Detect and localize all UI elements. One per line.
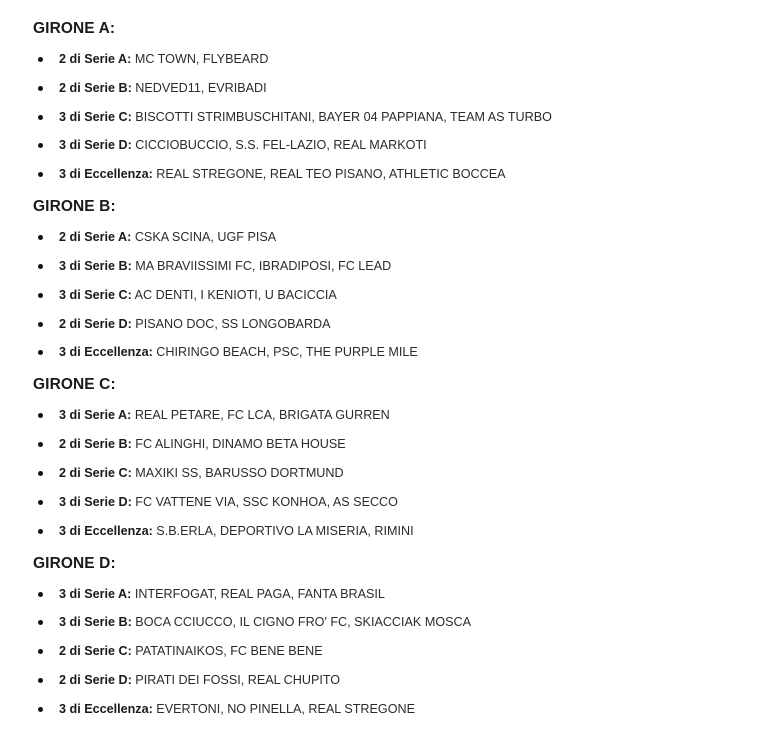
list-item (33, 699, 766, 719)
item-label: 2 di Serie B: (59, 80, 132, 95)
group-girone-a (33, 18, 766, 184)
list-item (33, 314, 766, 334)
item-label: 3 di Serie D: (59, 494, 132, 509)
bullet-icon (38, 264, 43, 269)
list-item (33, 584, 766, 604)
bullet-icon (38, 57, 43, 62)
item-teams: PISANO DOC, SS LONGOBARDA (135, 316, 331, 331)
item-teams: AC DENTI, I KENIOTI, U BACICCIA (134, 287, 337, 302)
group-list (33, 584, 766, 719)
list-item (33, 164, 766, 184)
item-teams: FC ALINGHI, DINAMO BETA HOUSE (135, 437, 346, 452)
list-item (33, 463, 766, 483)
list-item (33, 612, 766, 632)
list-item (33, 227, 766, 247)
group-girone-d (33, 553, 766, 719)
group-title: GIRONE D: (33, 554, 116, 572)
item-label: 3 di Serie B: (59, 258, 132, 273)
bullet-icon (38, 235, 43, 240)
item-teams: MC TOWN, FLYBEARD (134, 52, 269, 66)
item-label: 3 di Eccellenza: (59, 701, 153, 716)
list-item (33, 492, 766, 512)
list-item (33, 49, 766, 69)
bullet-icon (38, 172, 43, 177)
list-item (33, 78, 766, 98)
item-label: 3 di Eccellenza: (59, 345, 153, 360)
item-label: 3 di Eccellenza: (59, 167, 153, 182)
list-item (33, 256, 766, 276)
group-title: GIRONE C: (33, 376, 116, 394)
item-teams: CSKA SCINA, UGF PISA (134, 230, 277, 245)
item-teams: MA BRAVIISSIMI FC, IBRADIPOSI, FC LEAD (135, 258, 392, 273)
item-label: 3 di Serie D: (59, 138, 132, 153)
item-teams: REAL STREGONE, REAL TEO PISANO, ATHLETIC BOCCEA (156, 167, 506, 182)
item-teams: CICCIOBUCCIO, S.S. FEL-LAZIO, REAL MARKOTI (135, 138, 427, 153)
list-item (33, 405, 766, 425)
list-item (33, 107, 766, 127)
list-item (33, 285, 766, 305)
list-item (33, 521, 766, 541)
item-label: 2 di Serie D: (59, 316, 132, 331)
item-teams: BISCOTTI STRIMBUSCHITANI, BAYER 04 PAPPIANA, TEAM AS TURBO (135, 109, 552, 124)
bullet-icon (38, 529, 43, 534)
item-teams: NEDVED11, EVRIBADI (135, 80, 267, 95)
bullet-icon (38, 293, 43, 298)
group-title: GIRONE B: (33, 198, 116, 216)
item-teams: INTERFOGAT, REAL PAGA, FANTA BRASIL (134, 586, 385, 601)
item-label: 3 di Serie B: (59, 615, 132, 630)
item-teams: MAXIKI SS, BARUSSO DORTMUND (135, 465, 344, 480)
bullet-icon (38, 322, 43, 327)
item-label: 2 di Serie A: (59, 52, 132, 66)
group-title: GIRONE A: (33, 20, 116, 37)
item-label: 2 di Serie B: (59, 437, 132, 452)
item-label: 3 di Serie A: (59, 408, 132, 423)
list-item (33, 641, 766, 661)
item-teams: FC VATTENE VIA, SSC KONHOA, AS SECCO (135, 494, 398, 509)
item-label: 3 di Serie C: (59, 109, 132, 124)
group-list (33, 405, 766, 540)
list-item (33, 342, 766, 362)
list-item (33, 670, 766, 690)
bullet-icon (38, 678, 43, 683)
list-item (33, 135, 766, 155)
group-list (33, 49, 766, 184)
item-label: 3 di Serie C: (59, 287, 132, 302)
item-label: 2 di Serie D: (59, 672, 132, 687)
item-teams: REAL PETARE, FC LCA, BRIGATA GURREN (134, 408, 390, 423)
bullet-icon (38, 471, 43, 476)
item-teams: S.B.ERLA, DEPORTIVO LA MISERIA, RIMINI (156, 523, 414, 538)
item-teams: BOCA CCIUCCO, IL CIGNO FRO' FC, SKIACCIAK MOSCA (135, 615, 472, 630)
bullet-icon (38, 442, 43, 447)
item-label: 3 di Eccellenza: (59, 523, 153, 538)
group-girone-b (33, 196, 766, 362)
bullet-icon (38, 350, 43, 355)
list-item (33, 434, 766, 454)
bullet-icon (38, 620, 43, 625)
item-label: 3 di Serie A: (59, 586, 132, 601)
group-list (33, 227, 766, 362)
item-label: 2 di Serie C: (59, 644, 132, 659)
bullet-icon (38, 649, 43, 654)
item-label: 2 di Serie C: (59, 465, 132, 480)
bullet-icon (38, 413, 43, 418)
bullet-icon (38, 592, 43, 597)
item-teams: PATATINAIKOS, FC BENE BENE (135, 644, 323, 659)
bullet-icon (38, 500, 43, 505)
bullet-icon (38, 86, 43, 91)
item-teams: EVERTONI, NO PINELLA, REAL STREGONE (156, 701, 416, 716)
group-girone-c (33, 374, 766, 540)
bullet-icon (38, 143, 43, 148)
bullet-icon (38, 115, 43, 120)
item-teams: CHIRINGO BEACH, PSC, THE PURPLE MILE (156, 345, 418, 360)
item-label: 2 di Serie A: (59, 230, 132, 245)
bullet-icon (38, 707, 43, 712)
item-teams: PIRATI DEI FOSSI, REAL CHUPITO (135, 672, 341, 687)
